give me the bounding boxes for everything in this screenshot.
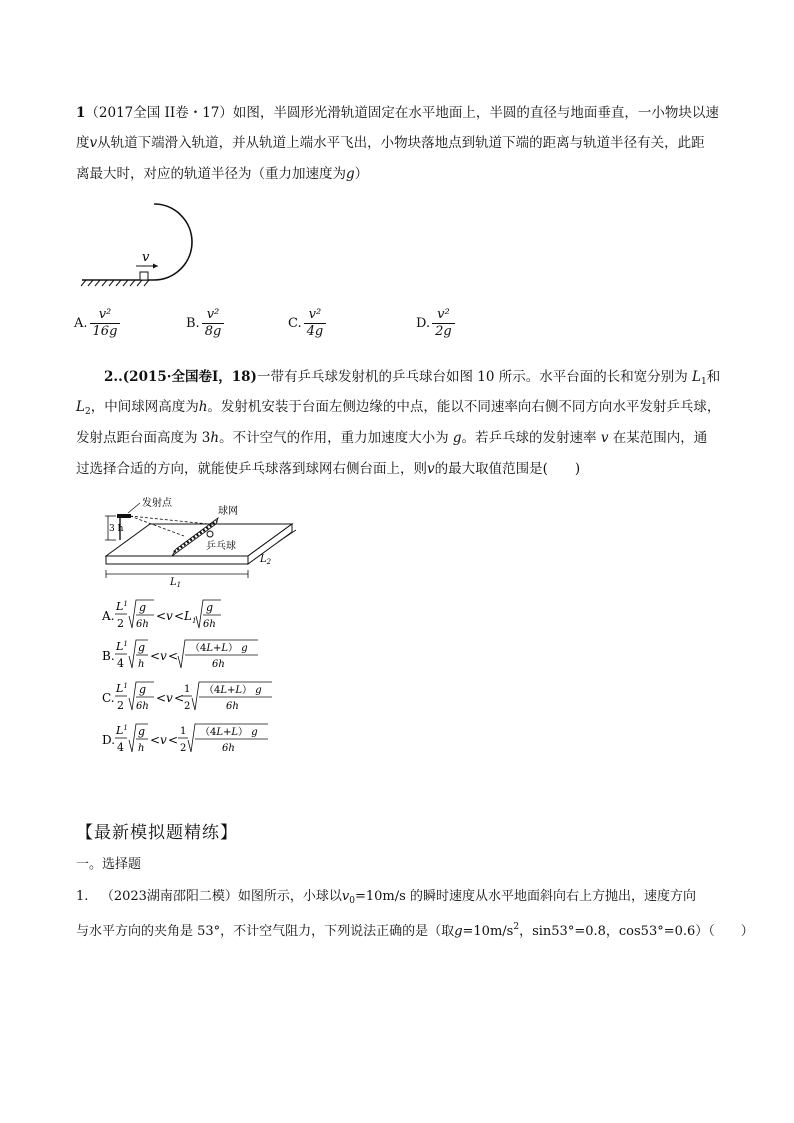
numerator: v² (202, 307, 225, 324)
svg-text:6h: 6h (136, 701, 149, 712)
q2-line-1 (104, 368, 720, 391)
svg-text:h: h (138, 659, 145, 670)
svg-text:v: v (160, 733, 167, 747)
table-front (106, 556, 248, 564)
svg-text:v: v (160, 649, 167, 663)
denominator: 8g (204, 324, 222, 339)
q3-text-1b: =10m/s 的瞬时速度从水平地面斜向右上方抛出，速度方向 (355, 889, 696, 904)
svg-text:6h: 6h (203, 619, 216, 630)
q1-option-a[interactable] (74, 307, 120, 340)
option-label: D. (416, 316, 431, 331)
launcher (117, 514, 131, 518)
q2-text-4a: 过选择合适的方向，就能使乒乓球落到球网右侧台面上，则 (76, 461, 427, 477)
q3-line-2 (76, 918, 754, 941)
section-subtitle: 一。选择题 (76, 857, 142, 872)
semicircle-track (154, 204, 192, 280)
svg-text:<: < (150, 733, 161, 747)
svg-text:L1: $L^1$ (116, 724, 128, 737)
svg-text:1: 1 (184, 684, 191, 695)
q2-option-a[interactable] (101, 600, 221, 630)
numerator: v² (432, 307, 455, 324)
q1-number: 1 (76, 105, 86, 121)
q1-var-v: v (89, 135, 98, 151)
option-label: C. (288, 316, 302, 331)
q3-text-2b: =10m/s (462, 924, 514, 939)
svg-text:（4L+L） g: （4L+L） g (200, 727, 258, 738)
svg-text:L1: $L^1$ (116, 640, 128, 653)
q1-text-1: 如图，半圆形光滑轨道固定在水平地面上，半圆的直径与地面垂直，一小物块以速 (232, 105, 719, 121)
svg-text:<: < (150, 649, 161, 663)
q2-option-b[interactable] (102, 640, 258, 670)
q2-var-v: v (600, 430, 609, 446)
q2-var-g: g (452, 430, 462, 446)
net-label: 球网 (218, 506, 238, 517)
q2-var-h: h (198, 399, 208, 415)
q1-line-1 (76, 104, 719, 122)
svg-text:2: 2 (117, 617, 124, 630)
q3-var-g: g (454, 924, 463, 939)
q2-var-v2: v (427, 461, 435, 477)
svg-text:v: v (166, 609, 173, 623)
svg-text:<: < (156, 609, 167, 623)
option-fraction (432, 307, 455, 340)
q2-var-h2: h (210, 430, 220, 446)
svg-text:B.: B. (102, 649, 115, 663)
denominator: 4g (306, 324, 324, 339)
height-label: 3 h (109, 524, 124, 534)
option-label: B. (186, 316, 200, 331)
q3-sup: 2 (513, 922, 520, 932)
length-label: $L_1$ (170, 577, 182, 589)
svg-text:2: 2 (117, 699, 124, 712)
svg-text:6h: 6h (222, 743, 235, 754)
section-title: 【最新模拟题精练】 (76, 823, 238, 843)
q2-line-2 (76, 398, 720, 421)
q2-option-d[interactable] (102, 724, 268, 754)
q2-var-L1-sub: 1 (700, 377, 707, 387)
q2-text-2b: 。发射机安装于台面左侧边缘的中点，能以不同速率向右侧不同方向水平发射乒乓球， (207, 399, 721, 415)
svg-text:（4L+L） g: （4L+L） g (190, 643, 248, 654)
svg-text:（4L+L） g: （4L+L） g (204, 685, 262, 696)
svg-text:L1: $L^1$ (116, 682, 128, 695)
q2-text-1: 一带有乒乓球发射机的乒乓球台如图 10 所示。水平台面的长和宽分别为 (256, 369, 688, 385)
q1-track-figure (78, 196, 228, 292)
q2-option-c[interactable] (102, 682, 272, 712)
svg-text:<: < (168, 733, 179, 747)
svg-text:g: g (138, 641, 146, 654)
svg-text:g: g (206, 601, 214, 614)
q2-line-3 (76, 429, 707, 447)
q3-text-2a: 与水平方向的夹角是 53°，不计空气阻力，下列说法正确的是（取 (76, 924, 455, 939)
svg-text:L1: $L_1$ (184, 609, 197, 625)
ball-label: 乒乓球 (206, 541, 236, 552)
q3-text-1a: （2023湖南邵阳二模）如图所示，小球以 (100, 889, 342, 904)
q1-source: （2017全国 II卷・17） (85, 105, 233, 121)
q2-var-L2-sub: 2 (84, 407, 91, 417)
svg-text:6h: 6h (212, 659, 225, 670)
q3-number: 1. (76, 889, 89, 904)
svg-text:2: 2 (180, 743, 187, 754)
q2-text-3c: 。若乒乓球的发射速率 (461, 430, 597, 446)
launch-point-label: 发射点 (142, 498, 172, 509)
q1-line-2 (76, 134, 705, 152)
svg-text:6h: 6h (136, 619, 149, 630)
svg-text:2: 2 (184, 701, 191, 712)
svg-text:g: g (139, 601, 147, 614)
q2-heading: 2..(2015·全国卷Ⅰ，18) (104, 369, 257, 385)
option-label: A. (74, 316, 88, 331)
q3-text-2c: ，sin53°=0.8，cos53°=0.6）（ ） (519, 924, 754, 939)
q1-text-3a: 离最大时，对应的轨道半径为（重力加速度为 (76, 166, 346, 182)
q3-var-v0: v (341, 889, 350, 904)
q1-var-g: g (346, 166, 355, 182)
q3-var-v0-sub: 0 (349, 896, 355, 906)
q1-text-2a: 度 (76, 135, 90, 151)
svg-text:<: < (174, 609, 185, 623)
q1-option-d[interactable] (416, 307, 455, 340)
q2-table-figure (100, 494, 300, 590)
denominator: 16g (92, 324, 118, 339)
option-fraction (304, 307, 327, 340)
q2-var-L2: L (76, 399, 85, 415)
svg-text:v: v (166, 691, 173, 705)
option-fraction (90, 307, 121, 340)
q2-text-3d: 在某范围内，通 (612, 430, 708, 446)
q2-text-2a: ，中间球网高度为 (90, 399, 199, 415)
width-label: $L_2$ (260, 554, 272, 566)
denominator: 2g (435, 324, 452, 339)
block (140, 272, 148, 280)
q2-text-1-end: 和 (706, 369, 721, 385)
svg-text:h: h (138, 743, 145, 754)
svg-text:4: 4 (117, 657, 124, 670)
svg-text:<: < (156, 691, 167, 705)
ball-icon (207, 531, 213, 537)
svg-text:1: 1 (180, 726, 187, 737)
q1-text-3b: ） (354, 166, 369, 182)
q3-line-1 (76, 888, 696, 910)
q1-line-3 (76, 165, 368, 183)
q1-option-c[interactable] (288, 307, 326, 340)
q2-options (100, 596, 300, 764)
svg-text:4: 4 (117, 741, 124, 754)
arrow-head-icon (153, 264, 158, 269)
q2-text-3b: 。不计空气的作用，重力加速度大小为 (219, 430, 449, 446)
ground-hatch (81, 280, 149, 286)
svg-text:A.: A. (102, 609, 115, 623)
svg-text:C.: C. (102, 691, 115, 705)
q1-text-2b: 从轨道下端滑入轨道，并从轨道上端水平飞出，小物块落地点到轨道下端的距离与轨道半径有关，此距 (97, 135, 705, 151)
svg-text:<: < (174, 691, 185, 705)
svg-text:<: < (168, 649, 179, 663)
q2-line-4 (76, 460, 580, 478)
q2-text-3a: 发射点距台面高度为 3 (76, 430, 211, 446)
numerator: v² (304, 307, 327, 324)
figure-v-label: v (142, 250, 150, 265)
q2-var-L1: L (692, 369, 701, 385)
option-fraction (202, 307, 225, 340)
svg-text:g: g (138, 725, 146, 738)
svg-text:D.: D. (102, 733, 116, 747)
svg-text:g: g (139, 683, 147, 696)
svg-text:6h: 6h (226, 701, 239, 712)
svg-text:L1: $L^1$ (116, 600, 128, 613)
q1-option-b[interactable] (186, 307, 224, 340)
numerator: v² (90, 307, 121, 324)
q2-text-4b: 的最大取值范围是( ) (434, 461, 581, 477)
